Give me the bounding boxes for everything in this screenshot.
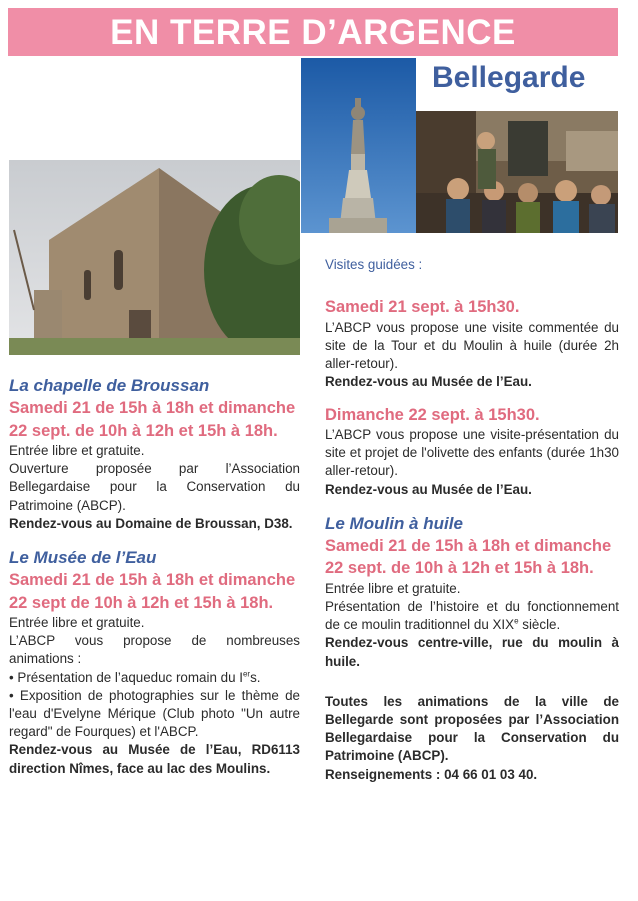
bullet-text-end: s. [250,669,261,685]
moulin-description-end: siècle. [518,617,561,633]
visit-date-samedi: Samedi 21 sept. à 15h30. [325,298,520,317]
phone-number: 04 66 01 03 40. [444,766,538,782]
superscript: e [514,616,519,626]
oil-mill-photo [416,111,618,233]
section-title-moulin: Le Moulin à huile [325,513,463,533]
musee-bullet-exposition: • Exposition de photographies sur le thème de l'eau d'Evelyne Mérique (Club photo "Un autre regard" de Fourques) et l'ABCP. [9,687,300,740]
visit-description-dimanche: L’ABCP vous propose une visite-présentation du site et projet de l'olivette des enfants (durée 1h30 aller-retour). [325,427,619,479]
superscript: er [242,669,251,679]
visit-meeting-samedi: Rendez-vous au Musée de l’Eau. [325,374,532,390]
contact-info [325,766,619,784]
musee-description: L’ABCP vous propose de nombreuses animations : [9,633,300,667]
moulin-description-text: Présentation de l’histoire et du fonctionnement de ce moulin traditionnel du XIX [325,599,619,633]
moulin-meeting-point: Rendez-vous centre-ville, rue du moulin à huile. [325,635,619,669]
visit-description-samedi: L’ABCP vous propose une visite commentée du site de la Tour et du Moulin à huile (durée 2h aller-retour). [325,319,619,372]
closing-note: Toutes les animations de la ville de Bellegarde sont proposées par l’Association Bellegardaise pour la Conservation du Patrimoine (ABCP). [325,693,619,764]
page-banner: EN TERRE D’ARGENCE [8,8,618,56]
guided-visits-label: Visites guidées : [325,257,423,272]
left-column [9,375,300,778]
entry-info: Entrée libre et gratuite. [9,443,145,458]
town-title: Bellegarde [432,61,586,94]
moulin-description [325,598,619,634]
visit-meeting-dimanche: Rendez-vous au Musée de l’Eau. [325,481,532,497]
section-title-chapelle: La chapelle de Broussan [9,376,210,395]
right-column [325,256,619,784]
chapel-photo [9,160,300,355]
musee-meeting-point: Rendez-vous au Musée de l’Eau, RD6113 direction Nîmes, face au lac des Moulins. [9,742,300,776]
visit-date-dimanche: Dimanche 22 sept. à 15h30. [325,405,540,424]
entry-info: Entrée libre et gratuite. [9,615,145,631]
info-label: Renseignements : [325,766,441,782]
chapelle-meeting-point: Rendez-vous au Domaine de Broussan, D38. [9,515,293,531]
entry-info: Entrée libre et gratuite. [325,580,461,596]
statue-photo [301,58,416,233]
bullet-text: • Présentation de l’aqueduc romain du I [9,669,243,685]
musee-bullet-aqueduc [9,669,300,687]
section-title-musee: Le Musée de l’Eau [9,548,157,568]
section-dates-musee: Samedi 21 de 15h à 18h et dimanche 22 sept de 10h à 12h et 15h à 18h. [9,571,296,612]
section-dates-chapelle: Samedi 21 de 15h à 18h et dimanche 22 sept. de 10h à 12h et 15h à 18h. [9,399,296,440]
section-dates-moulin: Samedi 21 de 15h à 18h et dimanche 22 sept. de 10h à 12h et 15h à 18h. [325,536,612,578]
chapelle-description: Ouverture proposée par l’Association Bellegardaise pour la Conservation du Patrimoine (ABCP). [9,461,300,513]
